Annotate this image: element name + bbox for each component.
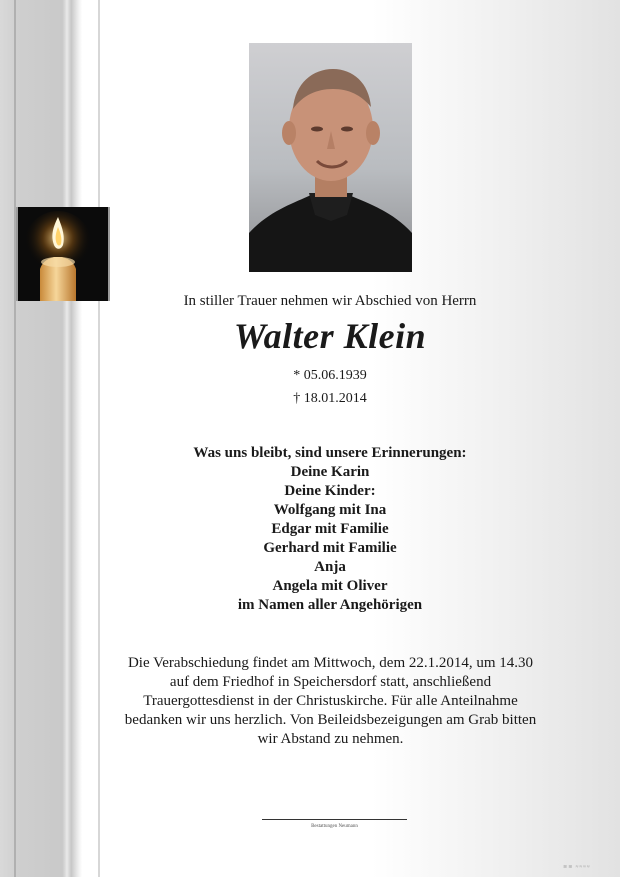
funeral-home-credit: Bestattungen Neumann xyxy=(311,824,358,829)
decorative-stripe xyxy=(14,0,16,877)
deceased-name: Walter Klein xyxy=(233,316,427,356)
candle-icon xyxy=(18,207,108,301)
mourners-list xyxy=(110,444,550,615)
mourner-line: Gerhard mit Familie xyxy=(263,540,397,556)
intro-text: In stiller Trauer nehmen wir Abschied von Herrn xyxy=(183,293,477,309)
publisher-logo: ≋≋ ≈≈≈≈ xyxy=(563,865,591,870)
life-dates xyxy=(110,364,550,410)
candle-image xyxy=(16,207,110,301)
mourner-line: im Namen aller Angehörigen xyxy=(237,597,423,613)
funeral-notice: Die Verabschiedung findet am Mittwoch, dem 22.1.2014, um 14.30 auf dem Friedhof in Speichersdorf statt, anschließend Trauergottesdienst in der Christuskirche. Für alle Anteilnahme bedanken wir uns herzlich. Von Beileidsbezeigungen am Grab bitten wir Abstand zu nehmen. xyxy=(124,655,537,747)
decorative-side-band xyxy=(0,0,108,877)
mourners-heading: Was uns bleibt, sind unsere Erinnerungen: xyxy=(193,445,467,461)
signature-line xyxy=(262,819,407,820)
mourner-line: Wolfgang mit Ina xyxy=(273,502,387,518)
mourner-line: Angela mit Oliver xyxy=(272,578,388,594)
death-date: † 18.01.2014 xyxy=(293,391,367,406)
person-silhouette-icon xyxy=(249,43,412,272)
portrait-photo xyxy=(249,43,412,272)
mourner-line: Anja xyxy=(314,559,346,575)
mourner-line: Deine Kinder: xyxy=(284,483,376,499)
decorative-stripe xyxy=(98,0,100,877)
mourner-line: Deine Karin xyxy=(290,464,370,480)
birth-date: * 05.06.1939 xyxy=(293,368,367,383)
mourner-line: Edgar mit Familie xyxy=(271,521,389,537)
